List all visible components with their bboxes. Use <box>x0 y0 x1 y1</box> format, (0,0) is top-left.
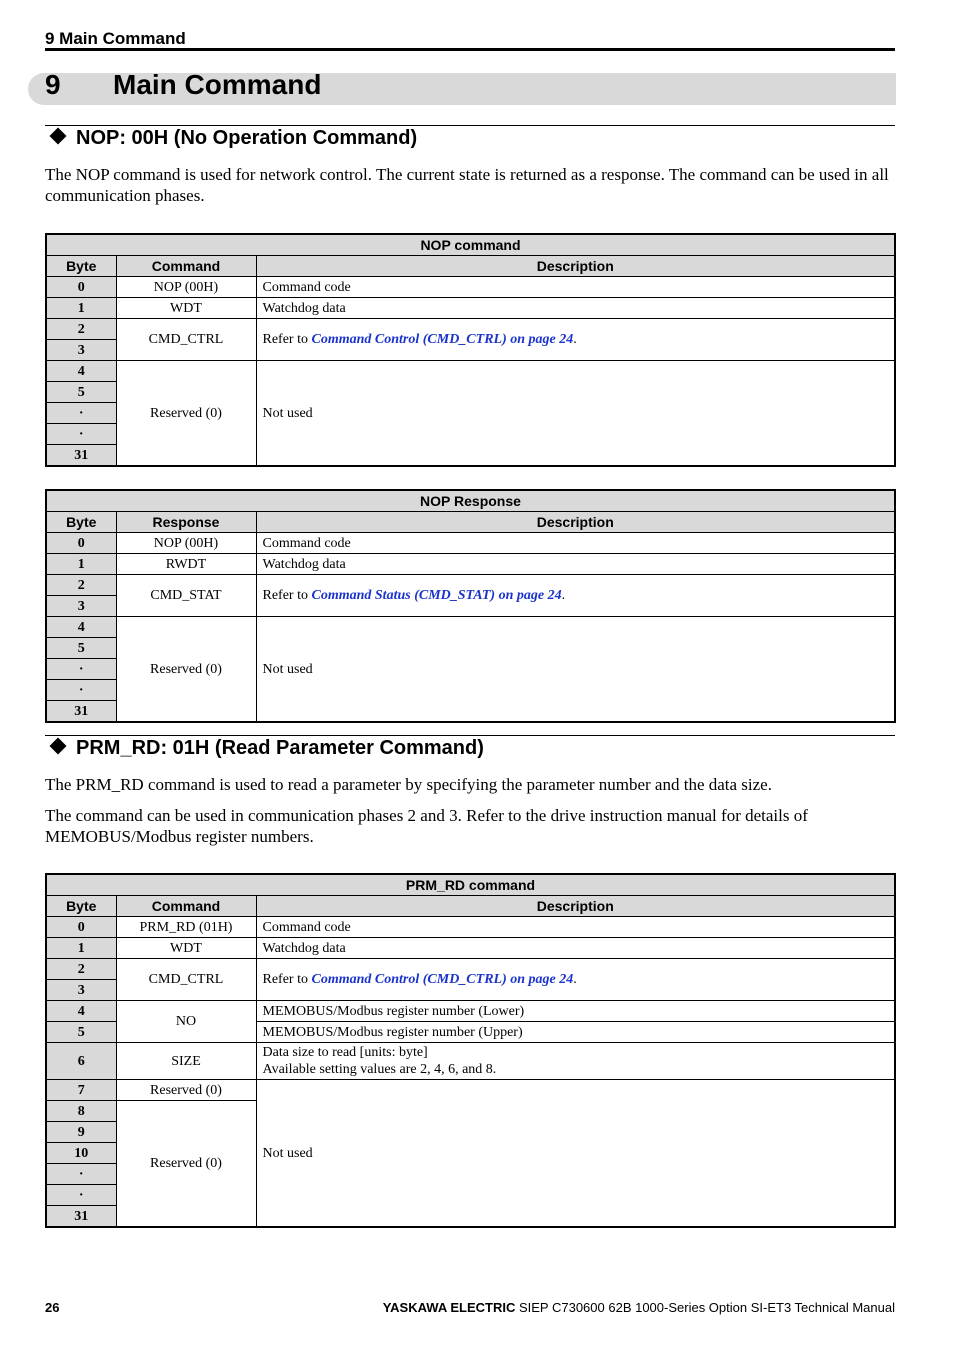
cross-reference-link[interactable]: Command Status (CMD_STAT) on page 24 <box>311 588 562 603</box>
description-cell: MEMOBUS/Modbus register number (Lower) <box>256 1001 895 1022</box>
byte-cell: 7 <box>46 1080 116 1101</box>
description-cell: MEMOBUS/Modbus register number (Upper) <box>256 1022 895 1043</box>
refer-prefix: Refer to <box>262 972 312 987</box>
section-title-prm-rd <box>52 737 484 760</box>
byte-cell: 5 <box>46 1022 116 1043</box>
table-row <box>46 319 895 340</box>
description-cell <box>256 959 895 1001</box>
refer-prefix: Refer to <box>262 588 312 603</box>
column-header-description: Description <box>256 256 895 277</box>
byte-cell: · <box>46 680 116 701</box>
byte-cell: 10 <box>46 1143 116 1164</box>
table-caption: PRM_RD command <box>46 874 895 896</box>
nop-command-table <box>45 233 896 467</box>
description-cell <box>256 1043 895 1080</box>
column-header-byte: Byte <box>46 896 116 917</box>
byte-cell: 4 <box>46 1001 116 1022</box>
description-line: Available setting values are 2, 4, 6, and 8. <box>262 1062 497 1077</box>
response-cell: NOP (00H) <box>116 533 256 554</box>
column-header-response: Response <box>116 512 256 533</box>
paragraph: The command can be used in communication phases 2 and 3. Refer to the drive instruction manual for details of MEMOBUS/Modbus register numbers. <box>45 806 808 846</box>
byte-cell: 5 <box>46 382 116 403</box>
byte-cell: 4 <box>46 361 116 382</box>
prm-rd-command-table <box>45 873 896 1228</box>
table-row <box>46 1043 895 1080</box>
command-cell: CMD_CTRL <box>116 959 256 1001</box>
byte-cell: 2 <box>46 319 116 340</box>
command-cell: PRM_RD (01H) <box>116 917 256 938</box>
byte-cell: 31 <box>46 445 116 467</box>
response-cell: CMD_STAT <box>116 575 256 617</box>
column-header-byte: Byte <box>46 256 116 277</box>
command-cell: NO <box>116 1001 256 1043</box>
byte-cell: 8 <box>46 1101 116 1122</box>
column-header-command: Command <box>116 896 256 917</box>
command-cell: Reserved (0) <box>116 361 256 467</box>
description-cell: Command code <box>256 277 895 298</box>
byte-cell: 9 <box>46 1122 116 1143</box>
header-rule <box>45 48 895 51</box>
response-cell: Reserved (0) <box>116 617 256 723</box>
byte-cell: 3 <box>46 596 116 617</box>
byte-cell: · <box>46 424 116 445</box>
byte-cell: 5 <box>46 638 116 659</box>
byte-cell: 0 <box>46 917 116 938</box>
byte-cell: 2 <box>46 959 116 980</box>
nop-response-table <box>45 489 896 723</box>
byte-cell: 0 <box>46 277 116 298</box>
refer-suffix: . <box>573 332 577 347</box>
column-header-description: Description <box>256 896 895 917</box>
command-cell: NOP (00H) <box>116 277 256 298</box>
table-caption: NOP Response <box>46 490 895 512</box>
byte-cell: 0 <box>46 533 116 554</box>
paragraph: The NOP command is used for network control. The current state is returned as a response. The command can be used in all communication phases. <box>45 165 889 205</box>
byte-cell: 4 <box>46 617 116 638</box>
table-row <box>46 575 895 596</box>
description-cell: Command code <box>256 917 895 938</box>
column-header-byte: Byte <box>46 512 116 533</box>
description-cell: Watchdog data <box>256 554 895 575</box>
refer-suffix: . <box>573 972 577 987</box>
byte-cell: 6 <box>46 1043 116 1080</box>
table-row <box>46 1001 895 1022</box>
byte-cell: 31 <box>46 701 116 723</box>
description-cell <box>256 319 895 361</box>
diamond-bullet-icon <box>50 738 67 755</box>
response-cell: RWDT <box>116 554 256 575</box>
page-number: 26 <box>45 1300 60 1315</box>
section-title-nop <box>52 127 417 150</box>
table-caption: NOP command <box>46 234 895 256</box>
table-row <box>46 277 895 298</box>
command-cell: Reserved (0) <box>116 1101 256 1228</box>
byte-cell: 31 <box>46 1206 116 1228</box>
byte-cell: · <box>46 1164 116 1185</box>
cross-reference-link[interactable]: Command Control (CMD_CTRL) on page 24 <box>311 332 574 347</box>
command-cell: WDT <box>116 298 256 319</box>
description-cell: Not used <box>256 617 895 723</box>
footer-manual-title <box>383 1300 895 1315</box>
column-header-description: Description <box>256 512 895 533</box>
table-row <box>46 917 895 938</box>
refer-prefix: Refer to <box>262 332 312 347</box>
byte-cell: 2 <box>46 575 116 596</box>
command-cell: CMD_CTRL <box>116 319 256 361</box>
cross-reference-link[interactable]: Command Control (CMD_CTRL) on page 24 <box>311 972 574 987</box>
table-row <box>46 361 895 382</box>
byte-cell: · <box>46 1185 116 1206</box>
section-title-text: NOP: 00H (No Operation Command) <box>76 127 418 149</box>
command-cell: SIZE <box>116 1043 256 1080</box>
section-rule <box>45 735 895 736</box>
paragraph: The PRM_RD command is used to read a parameter by specifying the parameter number and the data size. <box>45 775 772 794</box>
byte-cell: 3 <box>46 980 116 1001</box>
byte-cell: · <box>46 403 116 424</box>
description-cell: Watchdog data <box>256 938 895 959</box>
column-header-command: Command <box>116 256 256 277</box>
description-cell <box>256 575 895 617</box>
description-cell: Not used <box>256 361 895 467</box>
description-cell: Command code <box>256 533 895 554</box>
footer-brand: YASKAWA ELECTRIC <box>382 1300 516 1315</box>
chapter-title: Main Command <box>113 69 322 100</box>
section-rule <box>45 125 895 126</box>
byte-cell: 3 <box>46 340 116 361</box>
byte-cell: 1 <box>46 938 116 959</box>
byte-cell: 1 <box>46 554 116 575</box>
description-line: Data size to read [units: byte] <box>262 1045 428 1060</box>
running-header: 9 Main Command <box>45 29 186 48</box>
footer-manual: SIEP C730600 62B 1000-Series Option SI-ET3 Technical Manual <box>515 1300 895 1315</box>
description-cell: Watchdog data <box>256 298 895 319</box>
command-cell: WDT <box>116 938 256 959</box>
description-cell: Not used <box>256 1080 895 1228</box>
command-cell: Reserved (0) <box>116 1080 256 1101</box>
table-row <box>46 533 895 554</box>
chapter-number: 9 <box>45 69 61 100</box>
diamond-bullet-icon <box>50 128 67 145</box>
refer-suffix: . <box>561 588 566 603</box>
table-row <box>46 298 895 319</box>
table-row <box>46 554 895 575</box>
table-row <box>46 959 895 980</box>
byte-cell: 1 <box>46 298 116 319</box>
table-row <box>46 1080 895 1101</box>
section-title-text: PRM_RD: 01H (Read Parameter Command) <box>76 737 484 759</box>
byte-cell: · <box>46 659 116 680</box>
table-row <box>46 938 895 959</box>
table-row <box>46 617 895 638</box>
